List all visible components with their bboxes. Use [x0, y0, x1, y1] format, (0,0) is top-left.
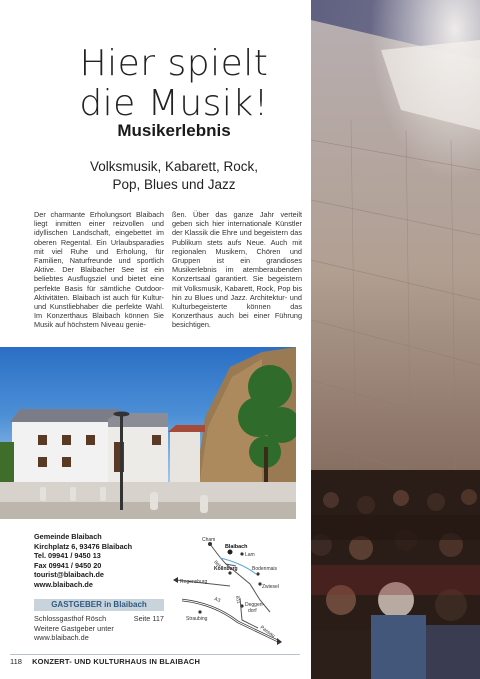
footer-rule [10, 654, 300, 655]
body-text-column-2: ßen. Über das ganze Jahr verteilt geben sich hier internationale Künstler der Klassik die Ehre und begeistern das Publikum stets aufs Neue. Auch mit regionalen Musikern, Chören und Gruppen ist ein grandioses Musikerlebnis im atemberaubenden Konzertsaal garantiert. Sie begeistern mit Volksmusik, Kabarett, Rock, Pop bis hin zu Blues und Jazz. Architektur- und Kulturbegeisterte können das Konzerthaus auch bei einer Führung besichtigen. [172, 210, 302, 330]
map-label-blaibach: Blaibach [225, 544, 248, 550]
location-map [170, 530, 285, 650]
concert-hall-photo [311, 0, 480, 679]
audience-silhouettes [311, 489, 480, 679]
map-label-cham: Cham [202, 537, 216, 543]
map-label-deggendorf-1: Deggen- [245, 602, 265, 608]
map-label-regensburg: Regensburg [180, 579, 208, 585]
page-number: 118 [10, 657, 22, 666]
body-text-column-1: Der charmante Erholungsort Blaibach liegt inmitten einer reizvollen und idyllischen Landschaft, eingebettet im oberen Regental. Ein Urlaubsparadies mit viel Ruhe und Erholung, für Familien, Naturfreunde und sportlich Aktive. Der Blaibacher See ist ein beliebtes Ausflugsziel und bietet eine perfekte Basis für sämtliche Outdoor-Aktivitäten. Blaibach ist auch für Kultur- und Kunstliebhaber die perfekte Wahl. Im Konzerthaus Blaibach können Sie Musik auf höchstem Niveau genie- [34, 210, 164, 330]
building-illustration [0, 347, 296, 519]
page-footer [10, 657, 200, 666]
contact-tel: Tel. 09941 / 9450 13 [34, 551, 101, 561]
contact-name: Gemeinde Blaibach [34, 532, 102, 541]
genres-heading [40, 158, 308, 194]
genres-line-1: Volksmusik, Kabarett, Rock, [89, 159, 259, 174]
page-title [60, 44, 288, 124]
gastgeber-row [34, 614, 164, 624]
title-line-1: Hier spielt [79, 43, 269, 84]
gastgeber-host-page: Seite 117 [133, 614, 164, 623]
map-label-b11: B11 [235, 595, 242, 604]
gastgeber-host: Schlossgasthof Rösch [34, 614, 107, 623]
page-subtitle: Musikerlebnis [117, 121, 231, 140]
contact-email[interactable]: tourist@blaibach.de [34, 570, 104, 580]
map-label-straubing: Straubing [186, 616, 208, 622]
gastgeber-more: Weitere Gastgeber unter [34, 623, 114, 633]
contact-block [34, 532, 164, 590]
concert-hall-illustration [311, 0, 480, 679]
map-label-b85: B85 [213, 559, 223, 569]
town-building-photo [0, 347, 296, 519]
gastgeber-more-web[interactable]: www.blaibach.de [34, 633, 89, 643]
title-line-2: die Musik! [79, 83, 269, 124]
contact-web[interactable]: www.blaibach.de [34, 579, 93, 589]
footer-section-label: KONZERT- UND KULTURHAUS IN BLAIBACH [32, 657, 201, 666]
map-label-a3: A3 [213, 596, 222, 604]
map-label-deggendorf-2: dorf [248, 608, 257, 614]
map-label-zwiesel: Zwiesel [262, 584, 279, 590]
map-label-passau: Passau [258, 624, 276, 640]
contact-address: Kirchplatz 6, 93476 Blaibach [34, 541, 133, 551]
gastgeber-list [34, 614, 164, 643]
gastgeber-heading: GASTGEBER in Blaibach [34, 599, 164, 611]
map-label-lam: Lam [245, 552, 255, 558]
contact-fax: Fax 09941 / 9450 20 [34, 560, 102, 570]
genres-line-2: Pop, Blues und Jazz [112, 177, 236, 192]
map-label-bodenmais: Bodenmais [252, 566, 278, 572]
map-label-kolinburg: Kollnburg [214, 566, 238, 572]
